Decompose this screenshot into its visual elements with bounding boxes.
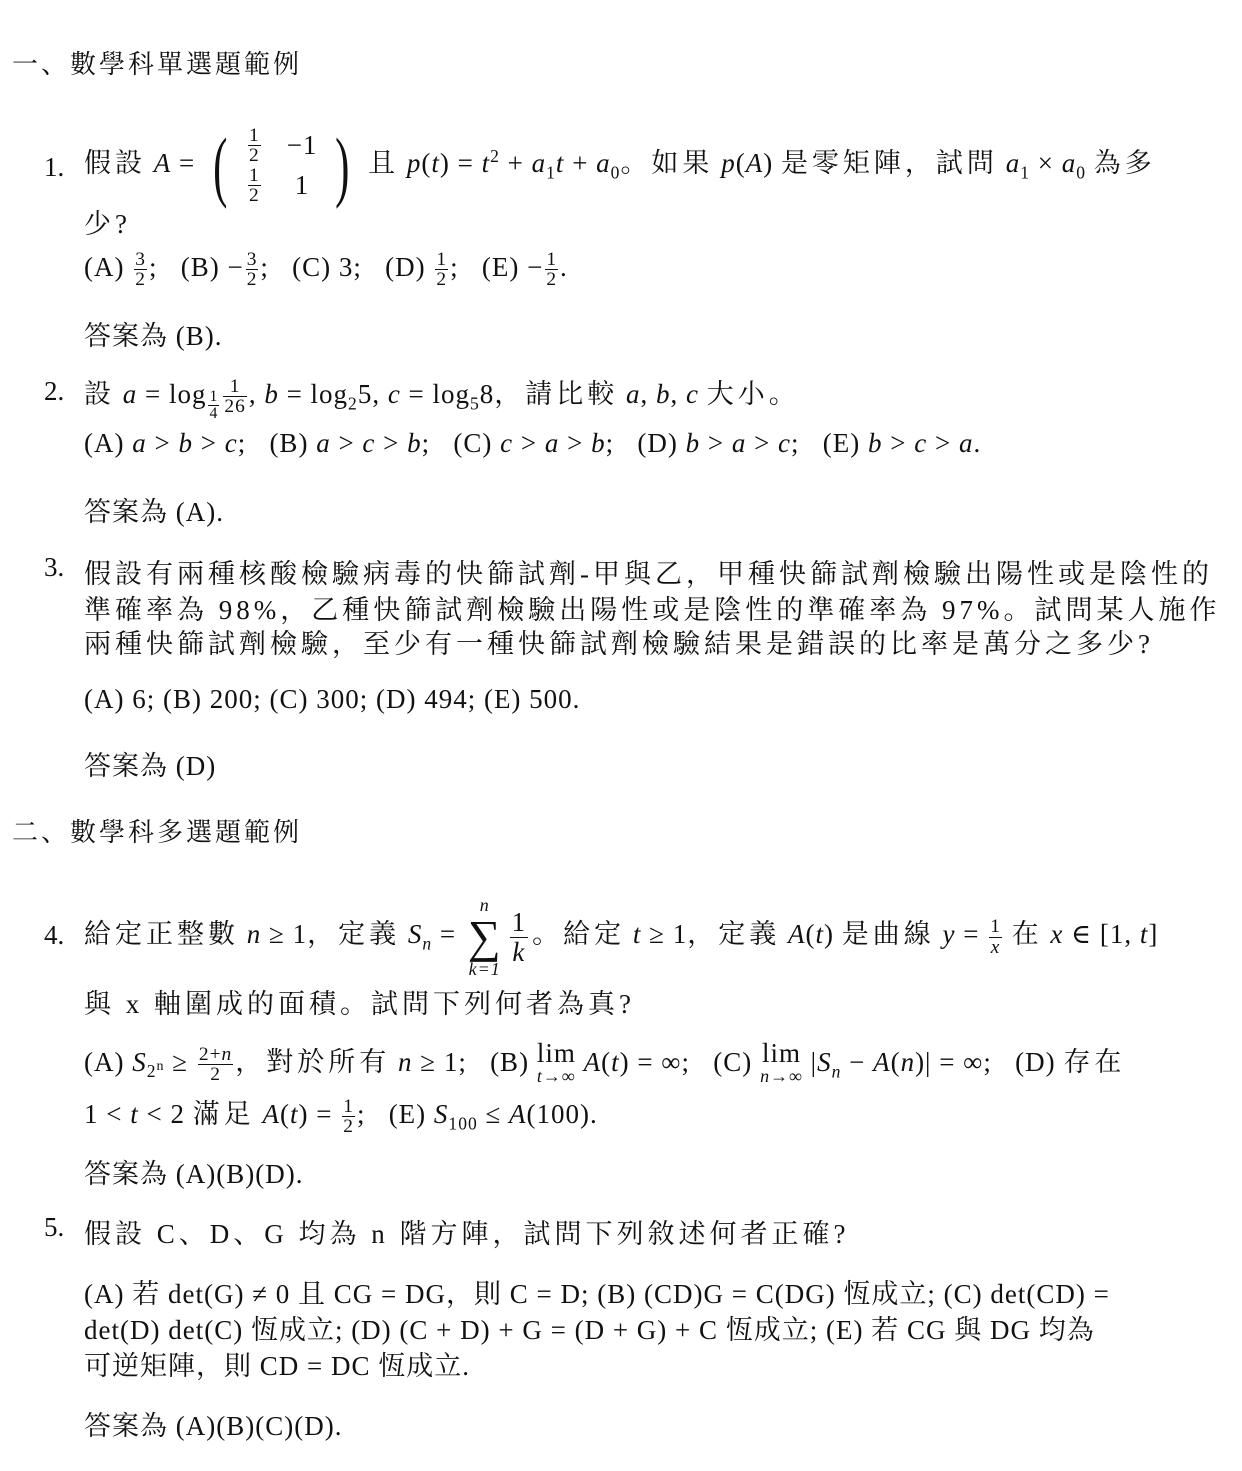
question-3-line-2: 準確率為 98%，乙種快篩試劑檢驗出陽性或是陰性的準確率為 97%。試問某人施作 — [84, 595, 1221, 625]
question-5-line-2: (A) 若 det(G) ≠ 0 且 CG = DG，則 C = D; (B) (CD)G = C(DG) 恆成立; (C) det(CD) = — [84, 1279, 1110, 1309]
question-5-line-1: 假設 C、D、G 均為 n 階方陣，試問下列敘述何者正確? — [84, 1219, 850, 1249]
section-title-multiple-choice: 二、數學科多選題範例 — [12, 818, 303, 847]
question-4-options-line-2: 1 < t < 2 滿足 A(t) = $\frac{1}{2}$ ; (E) $S_{100} \le A(100)$. — [84, 1095, 598, 1138]
question-1-line-2: 少? — [84, 209, 131, 239]
question-1-options: (A) $\frac{3}{2}$ ; (B) − $\frac{3}{2}$ ; (C) 3; (D) $\frac{1}{2}$ ; (E) − $\frac{1}{2}$ . — [84, 249, 568, 291]
question-number: 5. — [44, 1212, 65, 1242]
question-4-answer: 答案為 (A)(B)(D). — [84, 1159, 304, 1189]
matrix-a: ( $\frac{1}{2}$ −1 $\frac{1}{2}$ 1 ) — [213, 121, 351, 209]
question-number: 4. — [44, 920, 65, 950]
question-4-line-1: 給定正整數 n ≥ 1，定義 $S_n$ = n ∑ k=1 $\frac{1}{k}$ 。給定 t ≥ 1，定義 A(t) 是曲線 y = $\frac{1}{x}$ 在 x ∈ [1, t] — [84, 895, 1159, 979]
question-5-line-4: 可逆矩陣，則 CD = DC 恆成立. — [84, 1351, 470, 1381]
question-5-line-3: det(D) det(C) 恆成立; (D) (C + D) + G = (D + G) + C 恆成立; (E) 若 CG 與 DG 均為 — [84, 1315, 1095, 1345]
question-1-answer: 答案為 (B). — [84, 321, 223, 351]
question-3-answer: 答案為 (D) — [84, 751, 217, 781]
question-number: 2. — [44, 376, 65, 406]
question-2-answer: 答案為 (A). — [84, 497, 224, 527]
question-2-line-1: 設 a = log $_{\frac{1}{4}}$ $\frac{1}{26}$ , $b = \log_25$, $c = \log_58$，請比較 a, b, c 大小。 — [84, 375, 800, 422]
question-number: 1. — [44, 152, 65, 182]
question-2-options: (A) a > b > c; (B) a > c > b; (C) c > a > b; (D) b > a > c; (E) b > c > a. — [84, 428, 982, 458]
summation: n ∑ k=1 — [467, 895, 502, 979]
question-4-options-line-1: (A) $S_{2^n}$ ≥ $\frac{2+n}{2}$ ，對於所有 n ≥ 1; (B) lim t→∞ A(t) = ∞; (C) lim n→∞ $|S_n - A(n)|$ = ∞; (D) 存在 — [84, 1038, 1126, 1086]
question-5-answer: 答案為 (A)(B)(C)(D). — [84, 1411, 343, 1441]
question-3-options: (A) 6; (B) 200; (C) 300; (D) 494; (E) 500. — [84, 684, 581, 714]
question-3-line-3: 兩種快篩試劑檢驗，至少有一種快篩試劑檢驗結果是錯誤的比率是萬分之多少? — [84, 629, 1154, 659]
question-1-line-1: 假設 A = ( $\frac{1}{2}$ −1 $\frac{1}{2}$ 1 ) 且 $p(t) = t^2 + a_1t + a_0$。如果 p(A) 是零矩陣，試問 $a_1 \times a_0$ 為多 — [84, 121, 1156, 209]
section-title-single-choice: 一、數學科單選題範例 — [12, 50, 303, 79]
question-4-line-2: 與 x 軸圍成的面積。試問下列何者為真? — [84, 989, 635, 1019]
question-number: 3. — [44, 552, 65, 582]
question-3-line-1: 假設有兩種核酸檢驗病毒的快篩試劑-甲與乙，甲種快篩試劑檢驗出陽性或是陰性的 — [84, 559, 1213, 589]
